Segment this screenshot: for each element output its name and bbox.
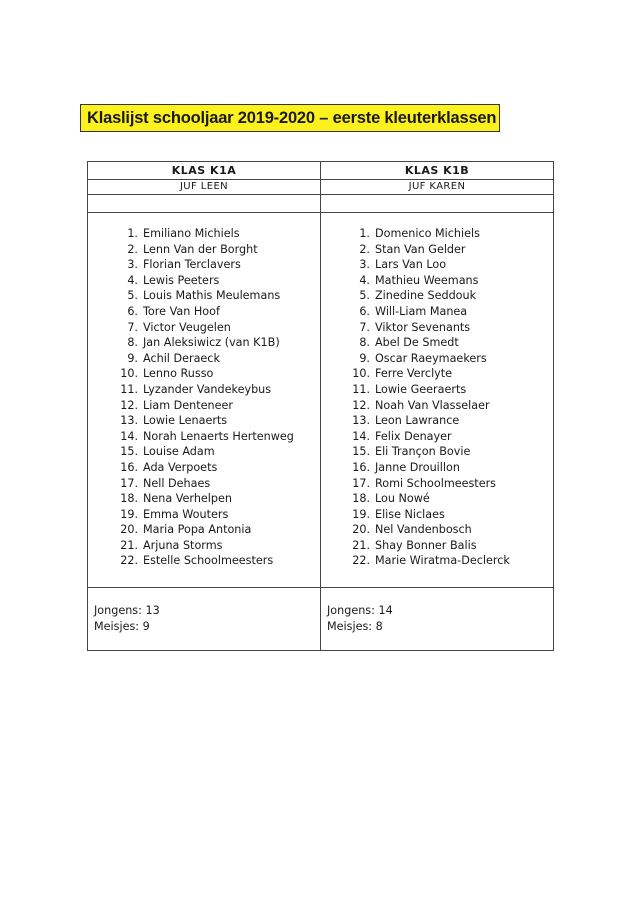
student-name: Louis Mathis Meulemans: [143, 289, 281, 303]
student-name: Louise Adam: [143, 445, 215, 459]
class-a-heading: KLAS K1A: [88, 162, 321, 180]
student-number: 13.: [352, 414, 370, 428]
student-number: 21.: [120, 538, 138, 552]
student-name: Shay Bonner Balis: [375, 538, 477, 552]
student-list-item: [342, 366, 553, 382]
student-list-item: [342, 382, 553, 398]
student-list-item: [110, 226, 320, 242]
spacer-cell: [88, 195, 321, 213]
student-list-item: [110, 507, 320, 523]
class-b-totals: [321, 588, 554, 651]
student-number: 18.: [120, 492, 138, 506]
student-name: Oscar Raeymaekers: [375, 351, 487, 365]
student-list-item: [342, 335, 553, 351]
class-b-student-list: [321, 213, 554, 588]
student-number: 3.: [127, 258, 138, 272]
class-a-names: [88, 213, 320, 569]
student-list-item: [110, 460, 320, 476]
student-list-item: [110, 366, 320, 382]
student-list-item: [110, 522, 320, 538]
student-name: Lars Van Loo: [375, 258, 447, 272]
student-list-item: [110, 382, 320, 398]
student-number: 16.: [120, 460, 138, 474]
student-list-item: [110, 335, 320, 351]
student-name: Nell Dehaes: [143, 476, 211, 490]
class-b-girls-count: Meisjes: 8: [327, 620, 383, 633]
student-name: Nena Verhelpen: [143, 492, 232, 506]
student-number: 9.: [127, 351, 138, 365]
student-name: Viktor Sevenants: [375, 320, 471, 334]
student-number: 2.: [127, 242, 138, 256]
student-name: Noah Van Vlasselaer: [375, 398, 490, 412]
student-list-item: [342, 522, 553, 538]
student-name: Maria Popa Antonia: [143, 523, 252, 537]
student-name: Elise Niclaes: [375, 507, 445, 521]
student-number: 15.: [352, 445, 370, 459]
student-number: 12.: [120, 398, 138, 412]
student-name: Lenno Russo: [143, 367, 214, 381]
student-name: Liam Denteneer: [143, 398, 233, 412]
student-list-item: [110, 288, 320, 304]
student-name: Stan Van Gelder: [375, 242, 466, 256]
student-list-item: [110, 398, 320, 414]
student-list-item: [342, 444, 553, 460]
student-name: Ada Verpoets: [143, 460, 218, 474]
student-number: 11.: [120, 382, 138, 396]
student-list-item: [110, 320, 320, 336]
student-name: Nel Vandenbosch: [375, 523, 472, 537]
student-name: Tore Van Hoof: [143, 304, 220, 318]
student-name: Will-Liam Manea: [375, 304, 468, 318]
student-name: Zinedine Seddouk: [375, 289, 477, 303]
student-name: Achil Deraeck: [143, 351, 220, 365]
student-list-row: [88, 213, 554, 588]
student-number: 1.: [359, 227, 370, 240]
student-list-item: [342, 242, 553, 258]
student-name: Estelle Schoolmeesters: [143, 554, 274, 568]
student-list-item: [342, 491, 553, 507]
student-number: 20.: [352, 523, 370, 537]
student-name: Mathieu Weemans: [375, 273, 479, 287]
student-list-item: [342, 507, 553, 523]
student-number: 7.: [127, 320, 138, 334]
student-number: 5.: [359, 289, 370, 303]
student-list-item: [342, 320, 553, 336]
student-list-item: [110, 429, 320, 445]
student-number: 3.: [359, 258, 370, 272]
class-header-row: [88, 162, 554, 180]
student-number: 21.: [352, 538, 370, 552]
student-number: 18.: [352, 492, 370, 506]
student-number: 17.: [352, 476, 370, 490]
student-name: Leon Lawrance: [375, 414, 460, 428]
spacer-cell: [321, 195, 554, 213]
student-list-item: [110, 476, 320, 492]
student-list-item: [342, 553, 553, 569]
student-name: Marie Wiratma-Declerck: [375, 554, 510, 568]
student-number: 20.: [120, 523, 138, 537]
student-list-item: [342, 226, 553, 242]
student-list-item: [342, 288, 553, 304]
class-list-table: [87, 161, 554, 651]
student-name: Lewis Peeters: [143, 273, 220, 287]
student-number: 19.: [120, 507, 138, 521]
student-list-item: [110, 351, 320, 367]
class-a-student-list: [88, 213, 321, 588]
student-list-item: [110, 538, 320, 554]
student-number: 10.: [120, 367, 138, 381]
student-number: 14.: [352, 429, 370, 443]
student-list-item: [342, 304, 553, 320]
student-list-item: [342, 273, 553, 289]
class-a-girls-count: Meisjes: 9: [94, 620, 150, 633]
student-list-item: [110, 273, 320, 289]
student-name: Janne Drouillon: [375, 460, 460, 474]
student-number: 2.: [359, 242, 370, 256]
student-number: 22.: [352, 554, 370, 568]
student-number: 1.: [127, 227, 138, 240]
student-name: Emma Wouters: [143, 507, 229, 521]
student-name: Domenico Michiels: [375, 227, 480, 240]
student-list-item: [342, 460, 553, 476]
student-name: Romi Schoolmeesters: [375, 476, 497, 490]
student-number: 14.: [120, 429, 138, 443]
student-number: 8.: [127, 336, 138, 350]
student-list-item: [110, 413, 320, 429]
student-name: Florian Terclavers: [143, 258, 241, 272]
student-number: 17.: [120, 476, 138, 490]
student-name: Abel De Smedt: [375, 336, 459, 350]
class-b-boys-count: Jongens: 14: [327, 604, 393, 617]
class-b-teacher: JUF KAREN: [321, 180, 554, 195]
teacher-row: [88, 180, 554, 195]
student-list-item: [110, 304, 320, 320]
student-list-item: [110, 491, 320, 507]
student-number: 19.: [352, 507, 370, 521]
student-number: 4.: [127, 273, 138, 287]
student-list-item: [342, 413, 553, 429]
class-a-boys-count: Jongens: 13: [94, 604, 160, 617]
student-list-item: [110, 242, 320, 258]
student-number: 5.: [127, 289, 138, 303]
student-number: 4.: [359, 273, 370, 287]
student-name: Emiliano Michiels: [143, 227, 240, 240]
student-number: 13.: [120, 414, 138, 428]
class-b-heading: KLAS K1B: [321, 162, 554, 180]
student-name: Lenn Van der Borght: [143, 242, 258, 256]
student-list-item: [342, 351, 553, 367]
class-a-totals: [88, 588, 321, 651]
student-name: Lyzander Vandekeybus: [143, 382, 272, 396]
student-number: 8.: [359, 336, 370, 350]
student-list-item: [110, 553, 320, 569]
student-number: 11.: [352, 382, 370, 396]
student-list-item: [342, 257, 553, 273]
student-list-item: [110, 257, 320, 273]
student-name: Lou Nowé: [375, 492, 430, 506]
student-list-item: [342, 429, 553, 445]
document-title: Klaslijst schooljaar 2019-2020 – eerste kleuterklassen: [80, 104, 500, 132]
student-number: 6.: [127, 304, 138, 318]
student-number: 6.: [359, 304, 370, 318]
student-number: 10.: [352, 367, 370, 381]
totals-row: [88, 588, 554, 651]
student-name: Eli Trançon Bovie: [375, 445, 471, 459]
student-number: 12.: [352, 398, 370, 412]
student-name: Ferre Verclyte: [375, 367, 453, 381]
student-number: 22.: [120, 554, 138, 568]
student-number: 15.: [120, 445, 138, 459]
student-name: Lowie Geeraerts: [375, 382, 467, 396]
student-name: Jan Aleksiwicz (van K1B): [143, 336, 280, 350]
student-number: 7.: [359, 320, 370, 334]
student-name: Felix Denayer: [375, 429, 452, 443]
student-number: 16.: [352, 460, 370, 474]
student-name: Lowie Lenaerts: [143, 414, 228, 428]
student-list-item: [342, 476, 553, 492]
class-b-names: [321, 213, 553, 569]
class-a-teacher: JUF LEEN: [88, 180, 321, 195]
student-name: Arjuna Storms: [143, 538, 223, 552]
student-list-item: [342, 538, 553, 554]
student-name: Norah Lenaerts Hertenweg: [143, 429, 294, 443]
student-list-item: [110, 444, 320, 460]
spacer-row: [88, 195, 554, 213]
student-list-item: [342, 398, 553, 414]
student-name: Victor Veugelen: [143, 320, 231, 334]
student-number: 9.: [359, 351, 370, 365]
